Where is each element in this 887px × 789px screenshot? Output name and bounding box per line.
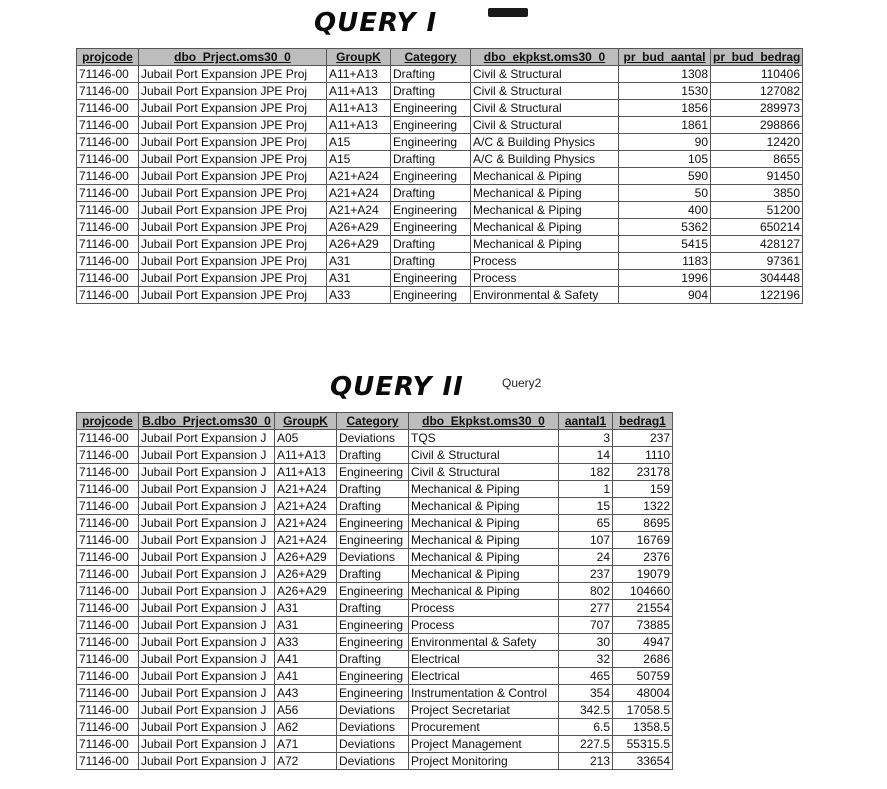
- table-cell: Process: [471, 253, 619, 270]
- table-cell: 50759: [613, 668, 673, 685]
- table-row: [77, 447, 673, 464]
- table-cell: 12420: [711, 134, 803, 151]
- table-cell: 71146-00: [77, 100, 139, 117]
- table-cell: A33: [327, 287, 391, 304]
- query2-title: QUERY II: [330, 372, 464, 402]
- table-cell: 428127: [711, 236, 803, 253]
- table-cell: Engineering: [337, 685, 409, 702]
- table-cell: 590: [619, 168, 711, 185]
- table-cell: 71146-00: [77, 253, 139, 270]
- table-cell: Engineering: [391, 168, 471, 185]
- table-cell: A21+A24: [275, 515, 337, 532]
- table-cell: Drafting: [337, 498, 409, 515]
- table-cell: A41: [275, 651, 337, 668]
- table-cell: Mechanical & Piping: [409, 532, 559, 549]
- table-row: [77, 253, 803, 270]
- table-cell: A26+A29: [275, 549, 337, 566]
- table-cell: 298866: [711, 117, 803, 134]
- column-header: dbo_ekpkst.oms30_0: [471, 49, 619, 66]
- table-cell: Jubail Port Expansion J: [139, 583, 275, 600]
- table-cell: A33: [275, 634, 337, 651]
- table-cell: Deviations: [337, 549, 409, 566]
- table-cell: Engineering: [337, 617, 409, 634]
- table-cell: Jubail Port Expansion JPE Proj: [139, 287, 327, 304]
- table-cell: Drafting: [391, 83, 471, 100]
- table-cell: Project Management: [409, 736, 559, 753]
- table-row: [77, 185, 803, 202]
- table-cell: Engineering: [337, 583, 409, 600]
- table-row: [77, 634, 673, 651]
- column-header: GroupK: [275, 413, 337, 430]
- column-header: dbo_Ekpkst.oms30_0: [409, 413, 559, 430]
- table-cell: Engineering: [391, 202, 471, 219]
- table-cell: 1308: [619, 66, 711, 83]
- table-cell: 71146-00: [77, 498, 139, 515]
- table-cell: 71146-00: [77, 736, 139, 753]
- table-cell: 32: [559, 651, 613, 668]
- table-cell: Engineering: [337, 464, 409, 481]
- table-cell: 159: [613, 481, 673, 498]
- table-cell: Jubail Port Expansion JPE Proj: [139, 168, 327, 185]
- table-cell: 50: [619, 185, 711, 202]
- table-cell: 3850: [711, 185, 803, 202]
- table-cell: Jubail Port Expansion JPE Proj: [139, 202, 327, 219]
- table-cell: 1358.5: [613, 719, 673, 736]
- table-cell: Engineering: [391, 270, 471, 287]
- table-row: [77, 202, 803, 219]
- table-cell: A72: [275, 753, 337, 770]
- table-cell: A11+A13: [327, 66, 391, 83]
- column-header: pr_bud_aantal: [619, 49, 711, 66]
- table-cell: 122196: [711, 287, 803, 304]
- table-cell: 71146-00: [77, 532, 139, 549]
- table-cell: 71146-00: [77, 168, 139, 185]
- table-cell: 3: [559, 430, 613, 447]
- table-cell: 71146-00: [77, 185, 139, 202]
- table-cell: Engineering: [337, 532, 409, 549]
- table-cell: Deviations: [337, 430, 409, 447]
- table-cell: Mechanical & Piping: [409, 583, 559, 600]
- table-cell: A26+A29: [275, 583, 337, 600]
- table-cell: 33654: [613, 753, 673, 770]
- redaction-mark: [488, 8, 528, 17]
- table-row: [77, 66, 803, 83]
- table-cell: 71146-00: [77, 83, 139, 100]
- table-cell: A43: [275, 685, 337, 702]
- table-cell: A21+A24: [275, 498, 337, 515]
- table-cell: Jubail Port Expansion J: [139, 515, 275, 532]
- table-row: [77, 151, 803, 168]
- table-cell: TQS: [409, 430, 559, 447]
- table-cell: Jubail Port Expansion JPE Proj: [139, 83, 327, 100]
- table-row: [77, 100, 803, 117]
- table-cell: 707: [559, 617, 613, 634]
- table-cell: A71: [275, 736, 337, 753]
- table-cell: Procurement: [409, 719, 559, 736]
- table-cell: 71146-00: [77, 287, 139, 304]
- table-cell: Jubail Port Expansion JPE Proj: [139, 219, 327, 236]
- table-row: [77, 481, 673, 498]
- table-cell: Engineering: [391, 287, 471, 304]
- query2-body: [77, 430, 673, 770]
- table-cell: 1861: [619, 117, 711, 134]
- table-cell: 465: [559, 668, 613, 685]
- table-cell: Mechanical & Piping: [409, 549, 559, 566]
- table-cell: Drafting: [337, 481, 409, 498]
- table-cell: Jubail Port Expansion J: [139, 719, 275, 736]
- table-cell: Jubail Port Expansion J: [139, 464, 275, 481]
- table-cell: Jubail Port Expansion J: [139, 617, 275, 634]
- table-cell: A26+A29: [327, 236, 391, 253]
- table-cell: A31: [327, 270, 391, 287]
- table-cell: 23178: [613, 464, 673, 481]
- table-cell: 802: [559, 583, 613, 600]
- table-row: [77, 685, 673, 702]
- table-cell: 110406: [711, 66, 803, 83]
- table-cell: A26+A29: [275, 566, 337, 583]
- table-cell: A11+A13: [327, 100, 391, 117]
- table-cell: Drafting: [337, 651, 409, 668]
- table-cell: A31: [275, 600, 337, 617]
- table-row: [77, 651, 673, 668]
- table-cell: Jubail Port Expansion J: [139, 736, 275, 753]
- table-cell: Engineering: [391, 134, 471, 151]
- table-cell: Jubail Port Expansion JPE Proj: [139, 151, 327, 168]
- table-cell: Engineering: [337, 634, 409, 651]
- table-row: [77, 219, 803, 236]
- table-cell: Drafting: [391, 253, 471, 270]
- table-row: [77, 702, 673, 719]
- table-cell: Jubail Port Expansion J: [139, 600, 275, 617]
- table-cell: Jubail Port Expansion J: [139, 566, 275, 583]
- table-cell: Jubail Port Expansion J: [139, 447, 275, 464]
- table-cell: 71146-00: [77, 134, 139, 151]
- table-cell: 1530: [619, 83, 711, 100]
- table-row: [77, 566, 673, 583]
- table-cell: A21+A24: [275, 481, 337, 498]
- table-cell: Deviations: [337, 719, 409, 736]
- table-cell: Mechanical & Piping: [471, 236, 619, 253]
- table-row: [77, 549, 673, 566]
- table-cell: Engineering: [391, 117, 471, 134]
- table-cell: Mechanical & Piping: [409, 498, 559, 515]
- table-cell: Jubail Port Expansion JPE Proj: [139, 117, 327, 134]
- table-cell: Environmental & Safety: [409, 634, 559, 651]
- table-cell: Civil & Structural: [471, 66, 619, 83]
- table-cell: Mechanical & Piping: [471, 219, 619, 236]
- table-cell: A11+A13: [327, 83, 391, 100]
- table-cell: 5362: [619, 219, 711, 236]
- table-cell: Jubail Port Expansion J: [139, 498, 275, 515]
- query2-header-row: [77, 413, 673, 430]
- table-row: [77, 430, 673, 447]
- table-row: [77, 498, 673, 515]
- table-cell: 182: [559, 464, 613, 481]
- table-cell: Deviations: [337, 702, 409, 719]
- table-cell: A26+A29: [327, 219, 391, 236]
- table-cell: A05: [275, 430, 337, 447]
- table-cell: Jubail Port Expansion JPE Proj: [139, 185, 327, 202]
- table-cell: A11+A13: [275, 447, 337, 464]
- table-cell: 51200: [711, 202, 803, 219]
- table-cell: 24: [559, 549, 613, 566]
- table-cell: 213: [559, 753, 613, 770]
- table-cell: A21+A24: [327, 185, 391, 202]
- table-cell: 71146-00: [77, 566, 139, 583]
- table-row: [77, 515, 673, 532]
- table-cell: 71146-00: [77, 117, 139, 134]
- table-cell: A/C & Building Physics: [471, 134, 619, 151]
- table-cell: Engineering: [337, 668, 409, 685]
- table-cell: 21554: [613, 600, 673, 617]
- table-cell: Drafting: [337, 600, 409, 617]
- table-cell: Jubail Port Expansion JPE Proj: [139, 66, 327, 83]
- table-cell: Jubail Port Expansion J: [139, 481, 275, 498]
- table-cell: 105: [619, 151, 711, 168]
- table-cell: A21+A24: [327, 168, 391, 185]
- table-cell: 8695: [613, 515, 673, 532]
- table-cell: 4947: [613, 634, 673, 651]
- table-cell: Environmental & Safety: [471, 287, 619, 304]
- table-cell: A31: [275, 617, 337, 634]
- table-cell: 2376: [613, 549, 673, 566]
- table-cell: A11+A13: [275, 464, 337, 481]
- table-cell: 71146-00: [77, 66, 139, 83]
- table-cell: 304448: [711, 270, 803, 287]
- table-cell: Instrumentation & Control: [409, 685, 559, 702]
- table-cell: 1856: [619, 100, 711, 117]
- table-cell: 237: [559, 566, 613, 583]
- table-row: [77, 617, 673, 634]
- table-cell: 237: [613, 430, 673, 447]
- table-cell: Jubail Port Expansion J: [139, 532, 275, 549]
- table-row: [77, 236, 803, 253]
- table-cell: 71146-00: [77, 600, 139, 617]
- column-header: aantal1: [559, 413, 613, 430]
- table-cell: Jubail Port Expansion J: [139, 430, 275, 447]
- table-cell: 650214: [711, 219, 803, 236]
- table-cell: 1110: [613, 447, 673, 464]
- table-cell: Engineering: [391, 219, 471, 236]
- table-cell: Civil & Structural: [471, 83, 619, 100]
- table-cell: 107: [559, 532, 613, 549]
- table-cell: Civil & Structural: [471, 117, 619, 134]
- table-cell: Electrical: [409, 668, 559, 685]
- table-cell: 71146-00: [77, 270, 139, 287]
- table-cell: 55315.5: [613, 736, 673, 753]
- table-cell: 1183: [619, 253, 711, 270]
- table-cell: A21+A24: [327, 202, 391, 219]
- table-cell: 91450: [711, 168, 803, 185]
- table-cell: Engineering: [337, 515, 409, 532]
- query1-table: [76, 48, 803, 304]
- table-cell: A41: [275, 668, 337, 685]
- table-cell: A/C & Building Physics: [471, 151, 619, 168]
- table-cell: Jubail Port Expansion JPE Proj: [139, 236, 327, 253]
- table-cell: 277: [559, 600, 613, 617]
- query1-header-row: [77, 49, 803, 66]
- table-cell: Deviations: [337, 753, 409, 770]
- table-cell: Drafting: [337, 447, 409, 464]
- table-cell: 71146-00: [77, 753, 139, 770]
- table-cell: 71146-00: [77, 515, 139, 532]
- table-cell: Jubail Port Expansion J: [139, 668, 275, 685]
- table-cell: Engineering: [391, 100, 471, 117]
- table-cell: Civil & Structural: [409, 447, 559, 464]
- table-cell: 71146-00: [77, 430, 139, 447]
- table-cell: Project Secretariat: [409, 702, 559, 719]
- column-header: projcode: [77, 413, 139, 430]
- table-cell: Mechanical & Piping: [471, 185, 619, 202]
- table-cell: A15: [327, 151, 391, 168]
- table-cell: Jubail Port Expansion J: [139, 634, 275, 651]
- table-cell: 354: [559, 685, 613, 702]
- table-cell: 71146-00: [77, 219, 139, 236]
- table-cell: Mechanical & Piping: [409, 515, 559, 532]
- table-cell: 5415: [619, 236, 711, 253]
- column-header: GroupK: [327, 49, 391, 66]
- table-row: [77, 83, 803, 100]
- table-cell: 6.5: [559, 719, 613, 736]
- table-cell: Drafting: [391, 185, 471, 202]
- table-cell: 97361: [711, 253, 803, 270]
- table-row: [77, 736, 673, 753]
- table-row: [77, 168, 803, 185]
- table-cell: 8655: [711, 151, 803, 168]
- table-cell: Mechanical & Piping: [471, 202, 619, 219]
- table-cell: Civil & Structural: [471, 100, 619, 117]
- table-cell: 2686: [613, 651, 673, 668]
- table-cell: Jubail Port Expansion J: [139, 651, 275, 668]
- table-cell: 17058.5: [613, 702, 673, 719]
- table-cell: 90: [619, 134, 711, 151]
- column-header: pr_bud_bedrag: [711, 49, 803, 66]
- column-header: Category: [337, 413, 409, 430]
- table-cell: 14: [559, 447, 613, 464]
- table-cell: Civil & Structural: [409, 464, 559, 481]
- query1-title: QUERY I: [314, 8, 438, 38]
- query2-label: Query2: [502, 376, 542, 390]
- table-cell: A15: [327, 134, 391, 151]
- table-row: [77, 134, 803, 151]
- table-cell: Jubail Port Expansion J: [139, 702, 275, 719]
- table-cell: 1322: [613, 498, 673, 515]
- table-cell: 71146-00: [77, 202, 139, 219]
- table-cell: A11+A13: [327, 117, 391, 134]
- table-cell: A21+A24: [275, 532, 337, 549]
- table-cell: 71146-00: [77, 702, 139, 719]
- table-row: [77, 719, 673, 736]
- table-cell: 71146-00: [77, 447, 139, 464]
- table-cell: Electrical: [409, 651, 559, 668]
- table-cell: 73885: [613, 617, 673, 634]
- table-cell: Jubail Port Expansion JPE Proj: [139, 100, 327, 117]
- table-cell: 71146-00: [77, 617, 139, 634]
- column-header: bedrag1: [613, 413, 673, 430]
- table-row: [77, 600, 673, 617]
- table-cell: Mechanical & Piping: [471, 168, 619, 185]
- table-cell: 30: [559, 634, 613, 651]
- table-row: [77, 583, 673, 600]
- table-cell: 48004: [613, 685, 673, 702]
- table-cell: Drafting: [391, 151, 471, 168]
- column-header: projcode: [77, 49, 139, 66]
- table-cell: 289973: [711, 100, 803, 117]
- table-cell: 71146-00: [77, 668, 139, 685]
- table-cell: Jubail Port Expansion J: [139, 753, 275, 770]
- table-cell: 71146-00: [77, 236, 139, 253]
- column-header: B.dbo_Prject.oms30_0: [139, 413, 275, 430]
- table-cell: 71146-00: [77, 634, 139, 651]
- table-row: [77, 270, 803, 287]
- table-cell: Jubail Port Expansion J: [139, 549, 275, 566]
- table-cell: Mechanical & Piping: [409, 566, 559, 583]
- table-cell: Jubail Port Expansion JPE Proj: [139, 253, 327, 270]
- query2-table: [76, 412, 673, 770]
- table-cell: Process: [409, 600, 559, 617]
- table-cell: 227.5: [559, 736, 613, 753]
- table-cell: 71146-00: [77, 464, 139, 481]
- table-cell: 104660: [613, 583, 673, 600]
- table-cell: Process: [409, 617, 559, 634]
- table-cell: 16769: [613, 532, 673, 549]
- table-cell: A56: [275, 702, 337, 719]
- table-cell: 71146-00: [77, 685, 139, 702]
- table-cell: Mechanical & Piping: [409, 481, 559, 498]
- table-row: [77, 287, 803, 304]
- table-cell: 904: [619, 287, 711, 304]
- table-cell: 71146-00: [77, 583, 139, 600]
- table-cell: Jubail Port Expansion JPE Proj: [139, 270, 327, 287]
- table-cell: 71146-00: [77, 719, 139, 736]
- table-cell: 1: [559, 481, 613, 498]
- table-cell: Jubail Port Expansion J: [139, 685, 275, 702]
- table-cell: 127082: [711, 83, 803, 100]
- column-header: dbo_Prject.oms30_0: [139, 49, 327, 66]
- table-cell: Jubail Port Expansion JPE Proj: [139, 134, 327, 151]
- table-cell: 71146-00: [77, 481, 139, 498]
- table-cell: Deviations: [337, 736, 409, 753]
- table-cell: 400: [619, 202, 711, 219]
- table-cell: 19079: [613, 566, 673, 583]
- table-cell: A31: [327, 253, 391, 270]
- table-row: [77, 464, 673, 481]
- table-cell: 71146-00: [77, 151, 139, 168]
- table-cell: 71146-00: [77, 549, 139, 566]
- table-cell: Drafting: [391, 236, 471, 253]
- table-cell: 65: [559, 515, 613, 532]
- table-row: [77, 532, 673, 549]
- table-cell: Process: [471, 270, 619, 287]
- table-cell: Project Monitoring: [409, 753, 559, 770]
- table-cell: Drafting: [337, 566, 409, 583]
- table-row: [77, 117, 803, 134]
- table-row: [77, 753, 673, 770]
- table-row: [77, 668, 673, 685]
- table-cell: 71146-00: [77, 651, 139, 668]
- table-cell: 15: [559, 498, 613, 515]
- table-cell: 1996: [619, 270, 711, 287]
- table-cell: 342.5: [559, 702, 613, 719]
- table-cell: Drafting: [391, 66, 471, 83]
- query1-body: [77, 66, 803, 304]
- table-cell: A62: [275, 719, 337, 736]
- column-header: Category: [391, 49, 471, 66]
